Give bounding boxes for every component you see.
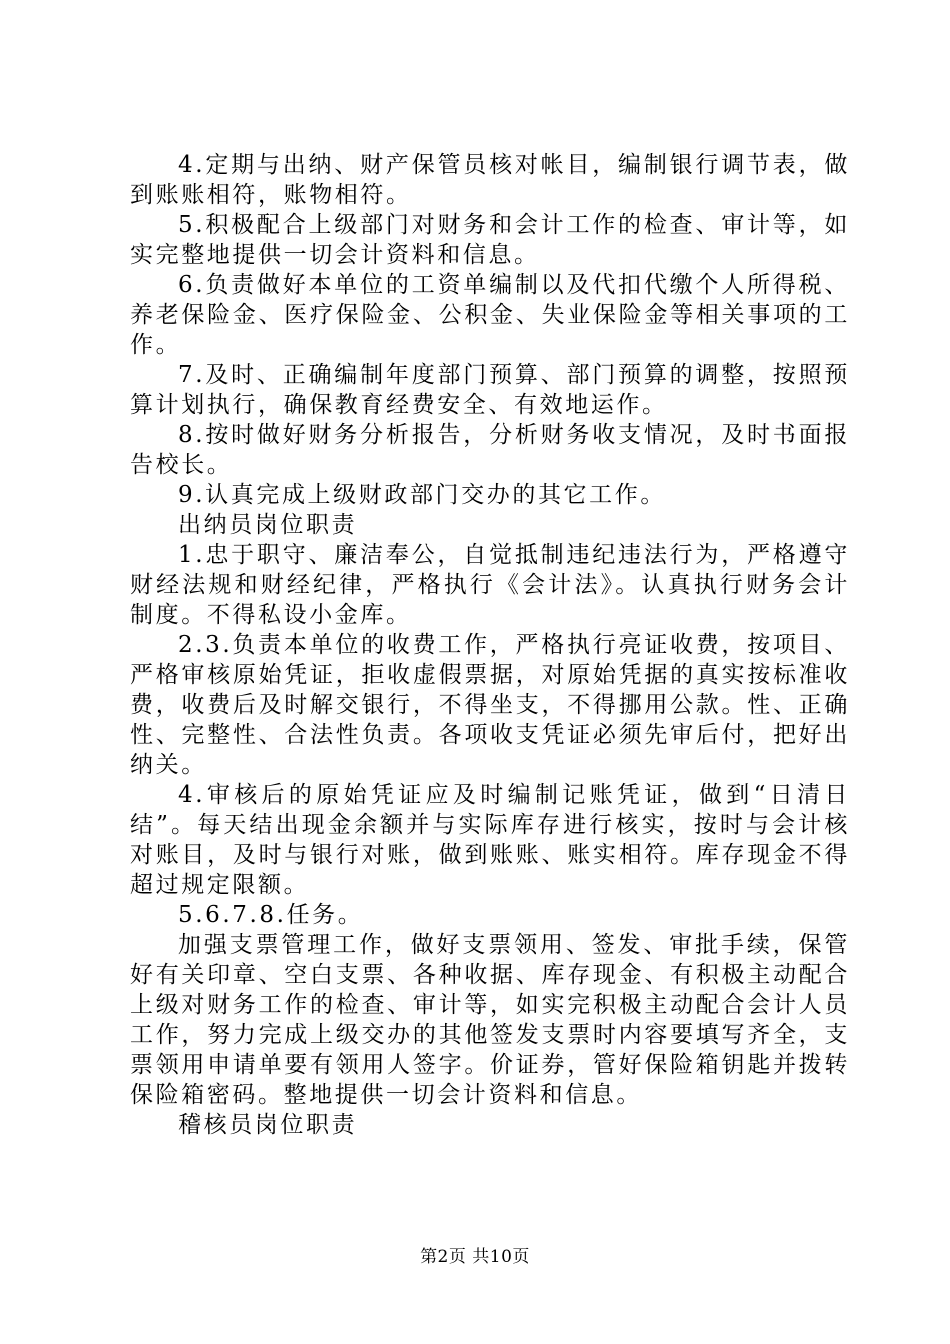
paragraph-item-9: 9.认真完成上级财政部门交办的其它工作。: [178, 482, 666, 508]
cashier-item-2-3: 2.3.负责本单位的收费工作，严格执行亮证收费，按项目、严格审核原始凭证，拒收虚假票据，对原始凭据的真实按标准收费，收费后及时解交银行，不得坐支，不得挪用公款。性、正确性、完整性、合法性负责。各项收支凭证必须先审后付，把好出纳关。: [130, 632, 850, 778]
document-body: [130, 150, 850, 1140]
paragraph-item-6: 6.负责做好本单位的工资单编制以及代扣代缴个人所得税、养老保险金、医疗保险金、公积金、失业保险金等相关事项的工作。: [130, 272, 850, 358]
section-heading-cashier: 出纳员岗位职责: [178, 512, 358, 538]
cashier-item-5-8: 5.6.7.8.任务。: [178, 902, 364, 928]
cashier-paragraph-cheques: 加强支票管理工作，做好支票领用、签发、审批手续，保管好有关印章、空白支票、各种收据、库存现金、有积极主动配合上级对财务工作的检查、审计等，如实完积极主动配合会计人员工作，努力完成上级交办的其他签发支票时内容要填写齐全，支票领用申请单要有领用人签字。价证券，管好保险箱钥匙并拨转保险箱密码。整地提供一切会计资料和信息。: [130, 932, 850, 1108]
page-number-footer: 第2页 共10页: [420, 1247, 530, 1267]
paragraph-item-8: 8.按时做好财务分析报告，分析财务收支情况，及时书面报告校长。: [130, 422, 850, 478]
cashier-item-1: 1.忠于职守、廉洁奉公，自觉抵制违纪违法行为，严格遵守财经法规和财经纪律，严格执行《会计法》。认真执行财务会计制度。不得私设小金库。: [130, 542, 850, 628]
cashier-item-4: 4.审核后的原始凭证应及时编制记账凭证，做到“日清日结”。每天结出现金余额并与实际库存进行核实，按时与会计核对账目，及时与银行对账，做到账账、账实相符。库存现金不得超过规定限额。: [130, 782, 850, 898]
paragraph-item-7: 7.及时、正确编制年度部门预算、部门预算的调整，按照预算计划执行，确保教育经费安全、有效地运作。: [130, 362, 850, 418]
paragraph-item-4: 4.定期与出纳、财产保管员核对帐目，编制银行调节表，做到账账相符，账物相符。: [130, 152, 850, 208]
section-heading-auditor: 稽核员岗位职责: [178, 1112, 358, 1138]
paragraph-item-5: 5.积极配合上级部门对财务和会计工作的检查、审计等，如实完整地提供一切会计资料和信息。: [130, 212, 850, 268]
